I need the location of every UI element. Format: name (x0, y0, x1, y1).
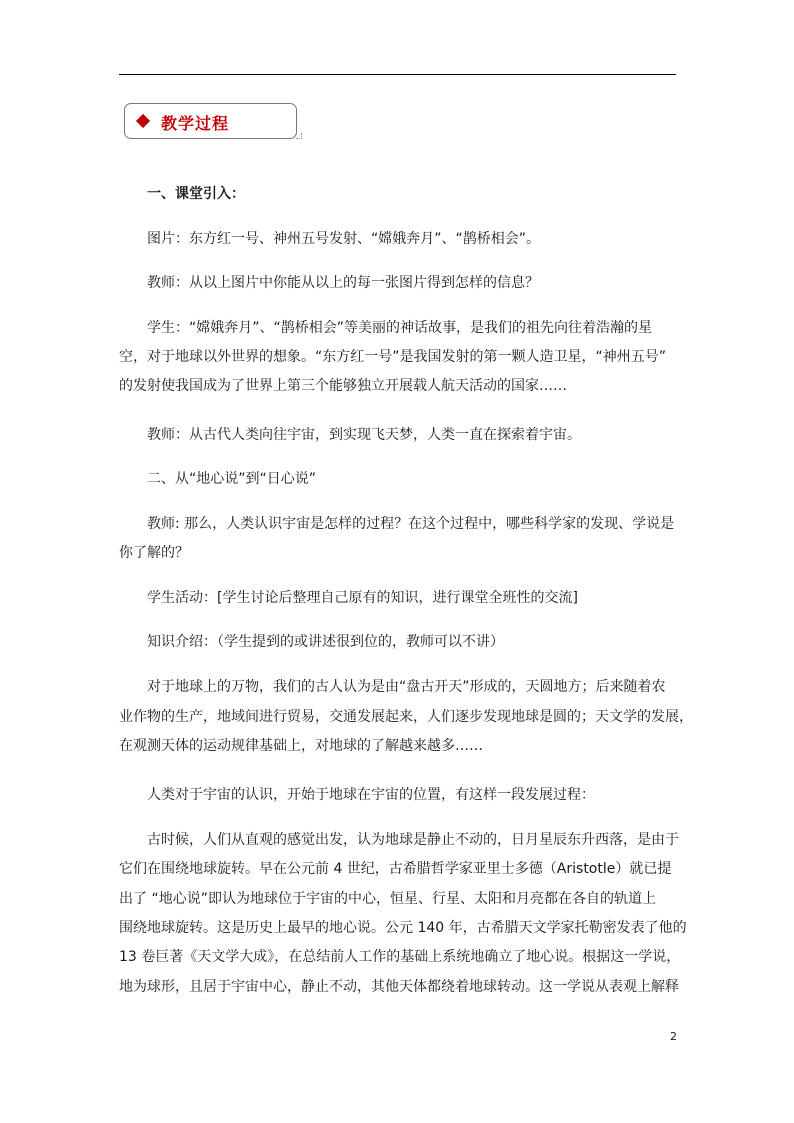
paragraph-line: 围绕地球旋转。这是历史上最早的地心说。公元 140 年，古希腊天文学家托勒密发表了他的 (119, 920, 687, 936)
paragraph: 教师: 那么，人类认识宇宙是怎样的过程？在这个过程中，哪些科学家的发现、学说是 (147, 516, 675, 532)
paragraph: 学生活动：[学生讨论后整理自己原有的知识，进行课堂全班性的交流] (147, 590, 578, 606)
section-heading-box (124, 103, 297, 139)
paragraph: 古时候，人们从直观的感觉出发，认为地球是静止不动的，日月星辰东升西落，是由于 (147, 832, 679, 848)
diamond-bullet-icon (136, 114, 150, 128)
page-number: 2 (670, 1030, 677, 1043)
paragraph-line: 它们在围绕地球旋转。早在公元前 4 世纪，古希腊哲学家亚里士多德（Aristotle）就已提 (119, 861, 672, 877)
paragraph-line: 出了 “地心说”即认为地球位于宇宙的中心，恒星、行星、太阳和月亮都在各自的轨道上 (119, 891, 656, 907)
paragraph: 对于地球上的万物，我们的古人认为是由“盘古开天”形成的，天圆地方；后来随着农 (147, 679, 666, 695)
corner-mark (296, 133, 302, 139)
heading-section-2: 二、从“地心说”到“日心说” (147, 471, 317, 487)
section-title: 教学过程 (161, 114, 230, 133)
paragraph: 教师：从古代人类向往宇宙，到实现飞天梦，人类一直在探索着宇宙。 (147, 427, 581, 443)
paragraph: 图片：东方红一号、神州五号发射、“嫦娥奔月”、“鹊桥相会”。 (147, 231, 541, 247)
header-rule (119, 74, 676, 75)
heading-intro: 一、课堂引入： (147, 186, 245, 202)
paragraph: 学生：“嫦娥奔月”、“鹊桥相会”等美丽的神话故事，是我们的祖先向往着浩瀚的星 (147, 320, 653, 336)
paragraph-line: 13 卷巨著《天文学大成》，在总结前人工作的基础上系统地确立了地心说。根据这一学说， (119, 949, 681, 965)
paragraph: 教师：从以上图片中你能从以上的每一张图片得到怎样的信息？ (147, 275, 539, 291)
paragraph-line: 地为球形，且居于宇宙中心，静止不动，其他天体都绕着地球转动。这一学说从表观上解释 (119, 979, 679, 995)
paragraph-line: 的发射使我国成为了世界上第三个能够独立开展载人航天活动的国家…… (119, 378, 567, 394)
paragraph-line: 空，对于地球以外世界的想象。“东方红一号”是我国发射的第一颗人造卫星，“神州五号” (119, 349, 667, 365)
paragraph-line: 业作物的生产，地域间进行贸易，交通发展起来，人们逐步发现地球是圆的；天文学的发展， (119, 709, 693, 725)
paragraph: 人类对于宇宙的认识，开始于地球在宇宙的位置，有这样一段发展过程： (147, 787, 595, 803)
paragraph-line: 你了解的？ (119, 545, 189, 561)
paragraph: 知识介绍：（学生提到的或讲述很到位的，教师可以不讲） (147, 634, 504, 650)
paragraph-line: 在观测天体的运动规律基础上，对地球的了解越来越多…… (119, 738, 483, 754)
